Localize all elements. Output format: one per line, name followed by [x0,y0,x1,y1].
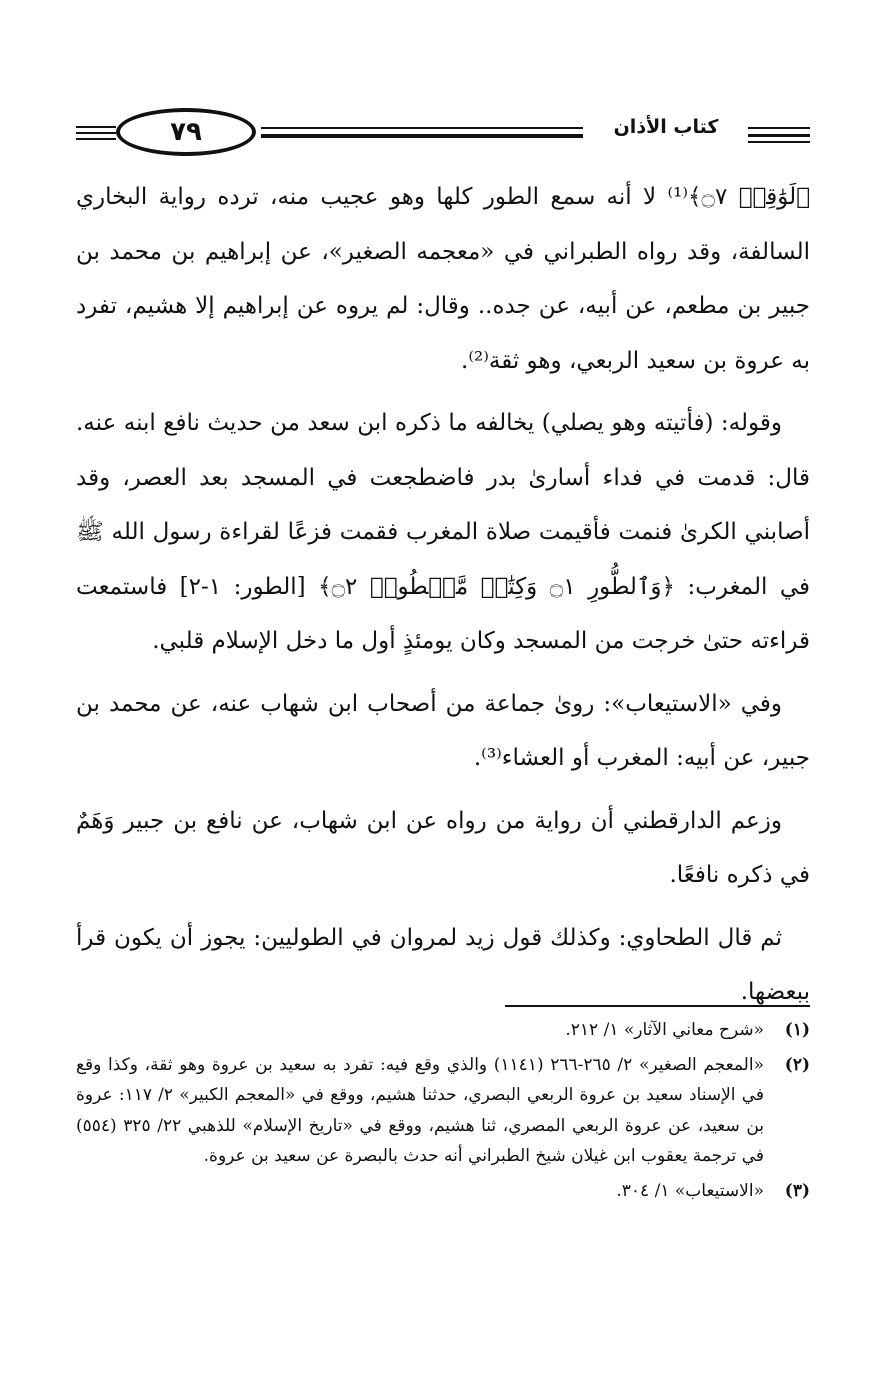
page-number-frame [116,108,256,156]
header-rule [748,127,810,129]
paragraph: ﴿لَوَٰقِعٞ ۝٧﴾⁽¹⁾ لا أنه سمع الطور كلها وهو عجيب منه، ترده رواية البخاري السالفة، وقد رواه الطبراني في «معجمه الصغير»، عن إبراهيم بن محمد بن جبير بن مطعم، عن أبيه، عن جده.. وقال: لم يروه عن إبراهيم إلا هشيم، تفرد به عروة بن سعيد الربعي، وهو ثقة⁽²⁾. [76,184,810,374]
footnote-text: «المعجم الصغير» ٢/ ٢٦٥-٢٦٦ (١١٤١) والذي وقع فيه: تفرد به سعيد بن عروة وهو ثقة، وكذا وقع في الإسناد سعيد بن عروة الربعي البصري، حدثنا هشيم، ووقع في «المعجم الكبير» ٢/ ١١٧: عروة بن سعيد، عن عروة الربعي المصري، ثنا هشيم، ووقع في «تاريخ الإسلام» للذهبي ٢٢/ ٣٢٥ (٥٥٤) في ترجمة يعقوب ابن غيلان شيخ الطبراني أنه حدث بالبصرة عن سعيد بن عروة. [76,1054,765,1166]
header-rule [76,126,116,128]
header-rule [261,127,583,129]
header-rule [748,134,810,137]
footnote [76,1050,810,1172]
paragraph: وقوله: (فأتيته وهو يصلي) يخالفه ما ذكره ابن سعد من حديث نافع ابنه عنه. قال: قدمت في فداء أسارىٰ بدر فاضطجعت في المسجد بعد العصر، وقد أصابني الكرىٰ فنمت فأقيمت صلاة المغرب فقمت فزعًا لقراءة رسول الله ﷺ في المغرب: ﴿وَٱلطُّورِ ۝١ وَكِتَٰبٖ مَّسۡطُورٖ ۝٢﴾ [الطور: ١-٢] فاستمعت قراءته حتىٰ خرجت من المسجد وكان يومئذٍ أول ما دخل الإسلام قلبي. [76,410,811,654]
paragraph: ثم قال الطحاوي: وكذلك قول زيد لمروان في الطوليين: يجوز أن يكون قرأ ببعضها. [76,924,810,1005]
footnote-number: (٣) [784,1180,810,1201]
running-title: كتاب الأذان [613,116,719,138]
footnote-separator [505,1005,810,1007]
footnote-text: «شرح معاني الآثار» ١/ ٢١٢. [565,1020,764,1040]
footnote [76,1015,810,1046]
paragraph: وفي «الاستيعاب»: روىٰ جماعة من أصحاب ابن شهاب عنه، عن محمد بن جبير، عن أبيه: المغرب أو العشاء⁽³⁾. [76,690,810,771]
header-rule [261,134,583,138]
header-rule [76,132,116,134]
header-rule [748,141,810,143]
footnotes [76,1015,810,1210]
footnote [76,1176,810,1207]
paragraph: وزعم الدارقطني أن رواية من رواه عن ابن شهاب، عن نافع بن جبير وَهَمٌ في ذكره نافعًا. [76,807,810,888]
header-rule [76,138,116,140]
footnote-number: (١) [784,1020,810,1040]
footnote-text: «الاستيعاب» ١/ ٣٠٤. [616,1180,764,1201]
page-header [76,104,810,160]
main-text [76,170,810,1028]
page-number: ٧٩ [170,117,202,147]
footnote-number: (٢) [784,1054,810,1075]
